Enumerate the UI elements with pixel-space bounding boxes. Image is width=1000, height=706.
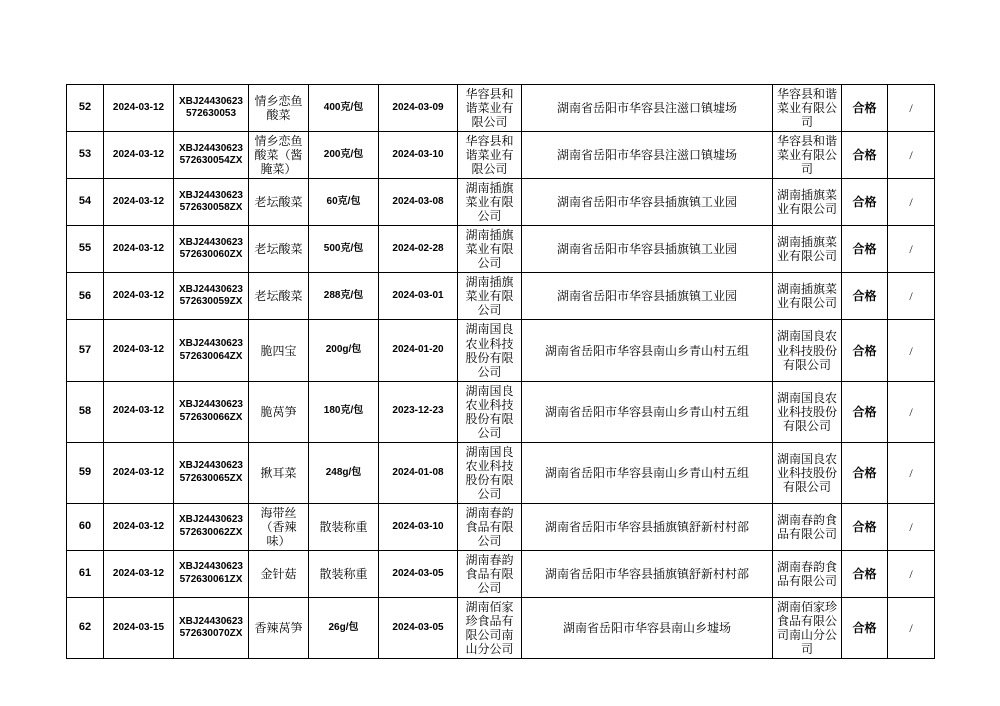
sample-number-line: XBJ24430623 <box>179 561 243 573</box>
cell-product-name: 揪耳菜 <box>249 442 309 503</box>
cell-producer-address: 湖南省岳阳市华容县插旗镇工业园 <box>522 226 773 273</box>
sample-number-line: 572630061ZX <box>179 573 243 585</box>
table-row <box>67 179 935 226</box>
cell-spec: 248g/包 <box>309 442 379 503</box>
table-row <box>67 273 935 320</box>
table-row <box>67 442 935 503</box>
cell-sample-number <box>174 381 249 442</box>
cell-production-date: 2024-02-28 <box>379 226 458 273</box>
table-row <box>67 85 935 132</box>
cell-product-name: 老坛酸菜 <box>249 273 309 320</box>
cell-production-date: 2024-03-05 <box>379 550 458 597</box>
sample-number-line: XBJ24430623 <box>179 95 243 107</box>
cell-sampling-date: 2024-03-12 <box>104 226 174 273</box>
cell-producer-address: 湖南省岳阳市华容县南山乡青山村五组 <box>522 320 773 381</box>
cell-production-date: 2024-03-08 <box>379 179 458 226</box>
cell-production-date: 2024-01-20 <box>379 320 458 381</box>
cell-production-date: 2024-01-08 <box>379 442 458 503</box>
cell-sample-number <box>174 85 249 132</box>
cell-result: 合格 <box>842 273 888 320</box>
cell-producer-address: 湖南省岳阳市华容县插旗镇舒新村村部 <box>522 550 773 597</box>
sample-number-line: 572630059ZX <box>179 296 243 308</box>
cell-producer-address: 湖南省岳阳市华容县南山乡青山村五组 <box>522 381 773 442</box>
cell-product-name: 情乡恋鱼酸菜 <box>249 85 309 132</box>
table-row <box>67 381 935 442</box>
cell-producer: 湖南佰家珍食品有限公司南山分公司 <box>458 598 522 659</box>
cell-remark: / <box>888 85 935 132</box>
cell-seq: 53 <box>67 132 104 179</box>
cell-sampled-company: 湖南插旗菜业有限公司 <box>773 226 842 273</box>
cell-result: 合格 <box>842 226 888 273</box>
cell-sample-number <box>174 179 249 226</box>
cell-producer: 湖南国良农业科技股份有限公司 <box>458 320 522 381</box>
cell-result: 合格 <box>842 179 888 226</box>
cell-seq: 61 <box>67 550 104 597</box>
sample-number-line: XBJ24430623 <box>179 338 243 350</box>
cell-seq: 55 <box>67 226 104 273</box>
cell-sampled-company: 湖南插旗菜业有限公司 <box>773 179 842 226</box>
cell-seq: 56 <box>67 273 104 320</box>
sample-number-line: 572630064ZX <box>179 350 243 362</box>
cell-sampled-company: 湖南插旗菜业有限公司 <box>773 273 842 320</box>
cell-remark: / <box>888 503 935 550</box>
cell-product-name: 海带丝（香辣味） <box>249 503 309 550</box>
cell-result: 合格 <box>842 598 888 659</box>
cell-spec: 180克/包 <box>309 381 379 442</box>
cell-producer: 湖南春韵食品有限公司 <box>458 550 522 597</box>
sample-number-line: XBJ24430623 <box>179 460 243 472</box>
sample-number-line: XBJ24430623 <box>179 283 243 295</box>
cell-result: 合格 <box>842 381 888 442</box>
sample-number-line: 572630060ZX <box>179 249 243 261</box>
sample-number-line: 572630058ZX <box>179 202 243 214</box>
cell-producer: 湖南插旗菜业有限公司 <box>458 273 522 320</box>
sample-number-line: XBJ24430623 <box>179 514 243 526</box>
sampling-results-table <box>66 84 935 659</box>
cell-sampled-company: 华容县和谐菜业有限公司 <box>773 132 842 179</box>
cell-sample-number <box>174 226 249 273</box>
cell-producer: 湖南国良农业科技股份有限公司 <box>458 381 522 442</box>
cell-result: 合格 <box>842 132 888 179</box>
cell-producer-address: 湖南省岳阳市华容县注滋口镇墟场 <box>522 85 773 132</box>
table-row <box>67 503 935 550</box>
cell-sampled-company: 湖南国良农业科技股份有限公司 <box>773 381 842 442</box>
cell-sampling-date: 2024-03-12 <box>104 179 174 226</box>
sample-number-line: 572630062ZX <box>179 526 243 538</box>
cell-product-name: 香辣莴笋 <box>249 598 309 659</box>
cell-remark: / <box>888 226 935 273</box>
cell-product-name: 脆莴笋 <box>249 381 309 442</box>
cell-spec: 288克/包 <box>309 273 379 320</box>
cell-spec: 散装称重 <box>309 550 379 597</box>
cell-remark: / <box>888 179 935 226</box>
cell-product-name: 脆四宝 <box>249 320 309 381</box>
cell-remark: / <box>888 442 935 503</box>
sample-number-line: 572630070ZX <box>179 628 243 640</box>
table-row <box>67 132 935 179</box>
cell-sample-number <box>174 503 249 550</box>
cell-remark: / <box>888 598 935 659</box>
cell-producer-address: 湖南省岳阳市华容县插旗镇工业园 <box>522 179 773 226</box>
cell-production-date: 2024-03-05 <box>379 598 458 659</box>
cell-sample-number <box>174 442 249 503</box>
cell-seq: 62 <box>67 598 104 659</box>
cell-producer: 华容县和谐菜业有限公司 <box>458 85 522 132</box>
cell-sample-number <box>174 550 249 597</box>
sample-number-line: XBJ24430623 <box>179 142 243 154</box>
cell-product-name: 情乡恋鱼酸菜（酱腌菜） <box>249 132 309 179</box>
sample-number-line: 572630053 <box>185 108 237 120</box>
cell-sampled-company: 湖南佰家珍食品有限公司南山分公司 <box>773 598 842 659</box>
cell-sample-number <box>174 273 249 320</box>
cell-sampling-date: 2024-03-12 <box>104 503 174 550</box>
cell-sampling-date: 2024-03-12 <box>104 273 174 320</box>
cell-production-date: 2024-03-10 <box>379 503 458 550</box>
cell-producer: 湖南春韵食品有限公司 <box>458 503 522 550</box>
cell-spec: 500克/包 <box>309 226 379 273</box>
cell-seq: 60 <box>67 503 104 550</box>
cell-producer-address: 湖南省岳阳市华容县南山乡墟场 <box>522 598 773 659</box>
cell-remark: / <box>888 550 935 597</box>
cell-spec: 200克/包 <box>309 132 379 179</box>
cell-producer-address: 湖南省岳阳市华容县注滋口镇墟场 <box>522 132 773 179</box>
cell-result: 合格 <box>842 85 888 132</box>
sample-number-line: 572630065ZX <box>179 472 243 484</box>
sample-number-line: XBJ24430623 <box>179 615 243 627</box>
cell-sampling-date: 2024-03-12 <box>104 320 174 381</box>
cell-remark: / <box>888 320 935 381</box>
cell-remark: / <box>888 132 935 179</box>
cell-producer: 华容县和谐菜业有限公司 <box>458 132 522 179</box>
cell-producer-address: 湖南省岳阳市华容县插旗镇舒新村村部 <box>522 503 773 550</box>
cell-sampling-date: 2024-03-12 <box>104 132 174 179</box>
cell-sampled-company: 湖南国良农业科技股份有限公司 <box>773 320 842 381</box>
table-row <box>67 550 935 597</box>
cell-remark: / <box>888 273 935 320</box>
cell-sample-number <box>174 132 249 179</box>
cell-production-date: 2024-03-10 <box>379 132 458 179</box>
cell-result: 合格 <box>842 550 888 597</box>
cell-sampling-date: 2024-03-12 <box>104 381 174 442</box>
cell-product-name: 老坛酸菜 <box>249 179 309 226</box>
sample-number-line: XBJ24430623 <box>179 399 243 411</box>
cell-sampled-company: 湖南国良农业科技股份有限公司 <box>773 442 842 503</box>
cell-sampled-company: 湖南春韵食品有限公司 <box>773 550 842 597</box>
cell-spec: 散装称重 <box>309 503 379 550</box>
cell-production-date: 2024-03-01 <box>379 273 458 320</box>
cell-result: 合格 <box>842 320 888 381</box>
cell-sample-number <box>174 598 249 659</box>
sample-number-line: 572630054ZX <box>179 155 243 167</box>
table-row <box>67 226 935 273</box>
cell-producer-address: 湖南省岳阳市华容县南山乡青山村五组 <box>522 442 773 503</box>
cell-product-name: 老坛酸菜 <box>249 226 309 273</box>
cell-sampled-company: 湖南春韵食品有限公司 <box>773 503 842 550</box>
cell-producer: 湖南插旗菜业有限公司 <box>458 179 522 226</box>
cell-spec: 26g/包 <box>309 598 379 659</box>
sample-number-line: XBJ24430623 <box>179 236 243 248</box>
sample-number-line: 572630066ZX <box>179 411 243 423</box>
cell-sample-number <box>174 320 249 381</box>
cell-sampling-date: 2024-03-12 <box>104 442 174 503</box>
results-table-body <box>67 85 935 659</box>
cell-spec: 400克/包 <box>309 85 379 132</box>
cell-result: 合格 <box>842 442 888 503</box>
cell-sampling-date: 2024-03-15 <box>104 598 174 659</box>
cell-seq: 58 <box>67 381 104 442</box>
cell-sampled-company: 华容县和谐菜业有限公司 <box>773 85 842 132</box>
cell-product-name: 金针菇 <box>249 550 309 597</box>
cell-production-date: 2023-12-23 <box>379 381 458 442</box>
cell-remark: / <box>888 381 935 442</box>
table-row <box>67 320 935 381</box>
cell-result: 合格 <box>842 503 888 550</box>
cell-producer-address: 湖南省岳阳市华容县插旗镇工业园 <box>522 273 773 320</box>
cell-seq: 54 <box>67 179 104 226</box>
cell-seq: 59 <box>67 442 104 503</box>
cell-seq: 57 <box>67 320 104 381</box>
cell-spec: 200g/包 <box>309 320 379 381</box>
sample-number-line: XBJ24430623 <box>179 189 243 201</box>
cell-production-date: 2024-03-09 <box>379 85 458 132</box>
cell-producer: 湖南国良农业科技股份有限公司 <box>458 442 522 503</box>
cell-spec: 60克/包 <box>309 179 379 226</box>
cell-sampling-date: 2024-03-12 <box>104 85 174 132</box>
table-row <box>67 598 935 659</box>
cell-sampling-date: 2024-03-12 <box>104 550 174 597</box>
cell-producer: 湖南插旗菜业有限公司 <box>458 226 522 273</box>
cell-seq: 52 <box>67 85 104 132</box>
